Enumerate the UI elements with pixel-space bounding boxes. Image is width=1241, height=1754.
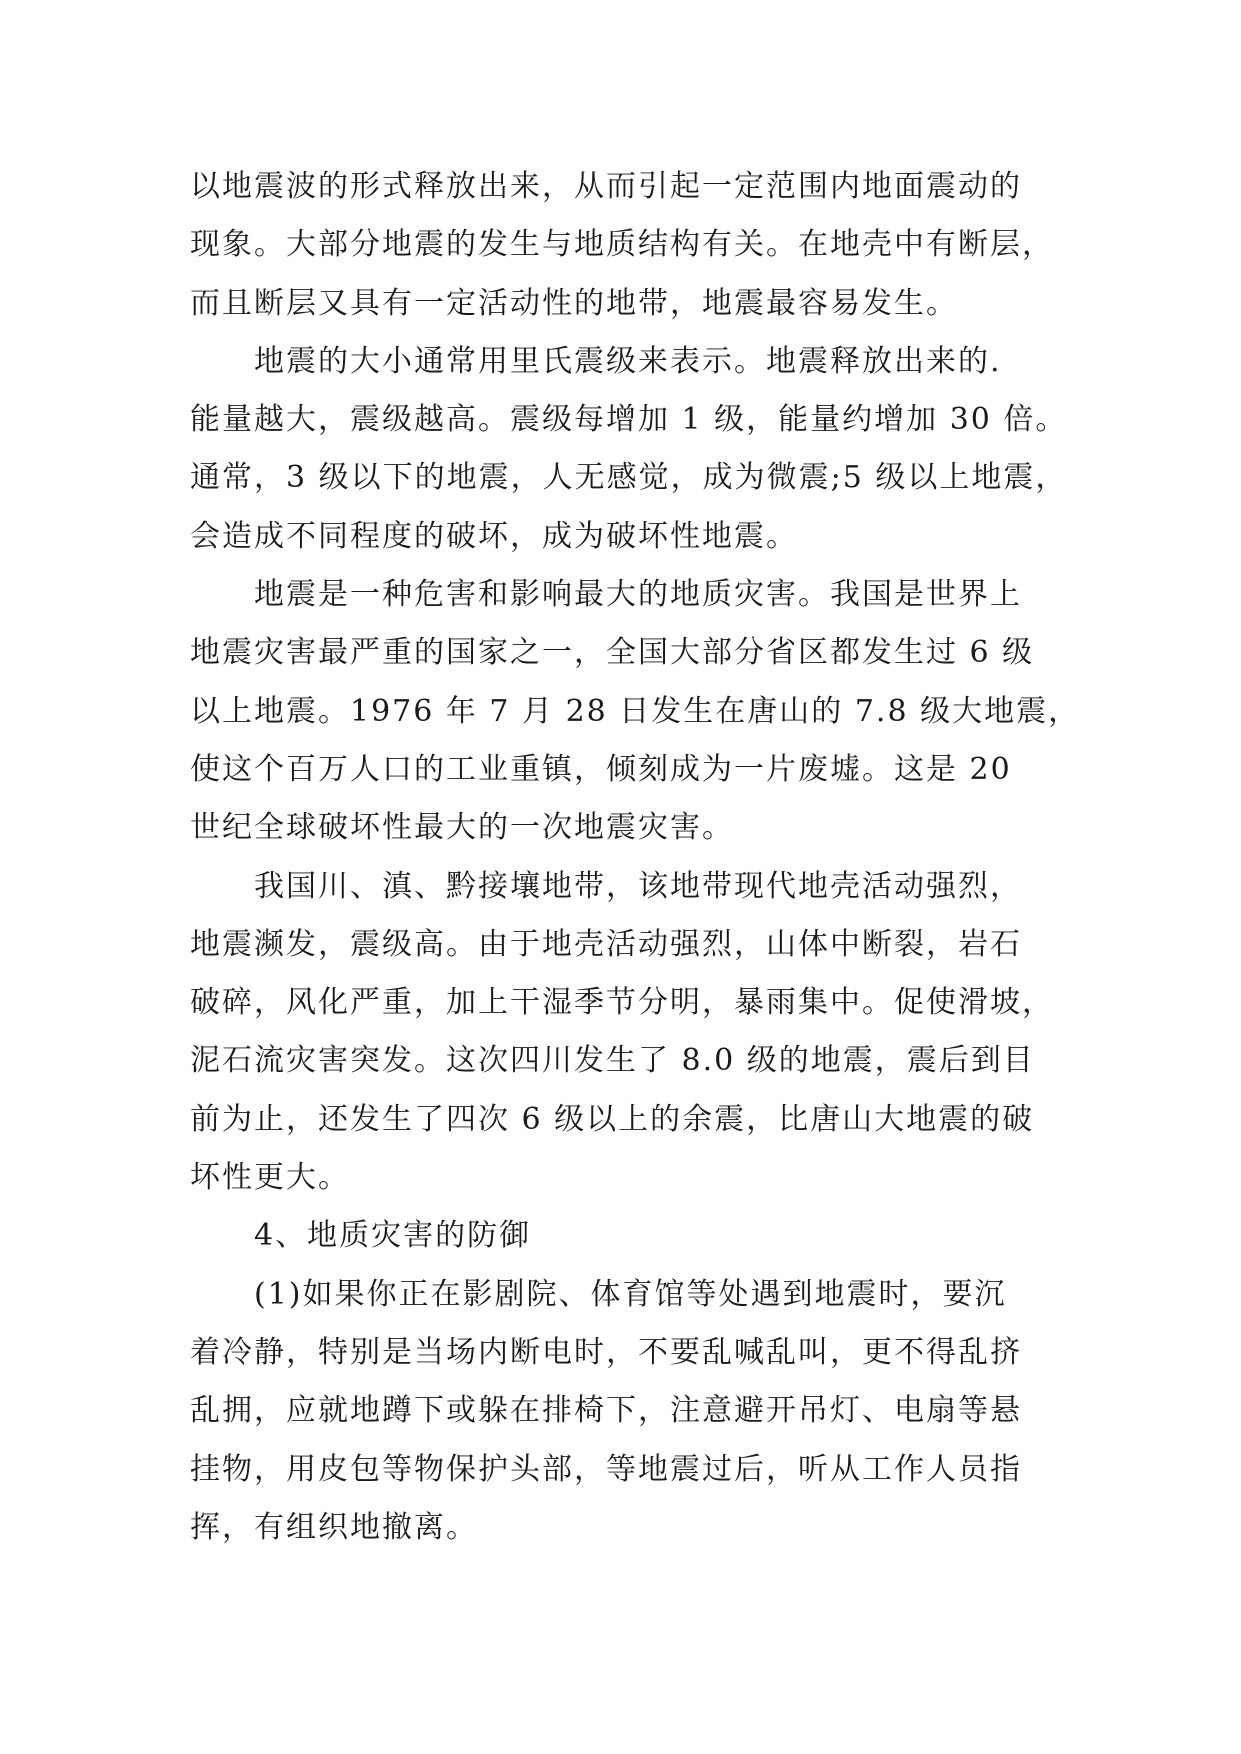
text-line: 4、地质灾害的防御 [254,1218,532,1254]
text-line: 以地震波的形式释放出来，从而引起一定范围内地面震动的 [190,169,1022,204]
text-line: 地震是一种危害和影响最大的地质灾害。我国是世界上 [254,577,1022,613]
text-line: 前为止，还发生了四次 6 级以上的余震，比唐山大地震的破 [190,1101,1035,1137]
section-heading [190,1207,1070,1265]
text-line: 会造成不同程度的破坏，成为破坏性地震。 [190,518,798,554]
text-line: (1)如果你正在影剧院、体育馆等处遇到地震时，要沉 [254,1276,1007,1312]
text-line: 挥，有组织地撤离。 [190,1509,478,1545]
text-line: 乱拥，应就地蹲下或躲在排椅下，注意避开吊灯、电扇等悬 [190,1393,1022,1429]
text-line: 我国川、滇、黔接壤地带，该地带现代地壳活动强烈， [254,868,1022,904]
text-line: 而且断层又具有一定活动性的地带，地震最容易发生。 [190,285,958,321]
text-line: 地震的大小通常用里氏震级来表示。地震释放出来的. [254,343,1002,379]
paragraph [190,1266,1070,1557]
text-line: 地震灾害最严重的国家之一，全国大部分省区都发生过 6 级 [190,635,1035,671]
text-line: 世纪全球破坏性最大的一次地震灾害。 [190,810,734,846]
text-line: 通常，3 级以下的地震，人无感觉，成为微震;5 级以上地震， [190,460,1068,496]
paragraph [190,158,1070,333]
text-line: 泥石流灾害突发。这次四川发生了 8.0 级的地震，震后到目 [190,1043,1035,1079]
text-line: 着冷静，特别是当场内断电时，不要乱喊乱叫，更不得乱挤 [190,1334,1022,1370]
text-line: 挂物，用皮包等物保护头部，等地震过后，听从工作人员指 [190,1451,1022,1487]
text-line: 能量越大，震级越高。震级每增加 1 级，能量约增加 30 倍。 [190,402,1068,438]
paragraph [190,566,1081,857]
text-line: 以上地震。1976 年 7 月 28 日发生在唐山的 7.8 级大地震， [190,693,1081,729]
paragraph [190,333,1070,566]
text-line: 坏性更大。 [190,1160,350,1196]
text-line: 现象。大部分地震的发生与地质结构有关。在地壳中有断层， [190,227,1054,263]
text-line: 使这个百万人口的工业重镇，倾刻成为一片废墟。这是 20 [190,751,1012,787]
text-line: 地震濒发，震级高。由于地壳活动强烈，山体中断裂，岩石 [190,926,1022,962]
paragraph [190,858,1070,1208]
document-body [190,158,1081,1557]
text-line: 破碎，风化严重，加上干湿季节分明，暴雨集中。促使滑坡， [190,985,1054,1021]
